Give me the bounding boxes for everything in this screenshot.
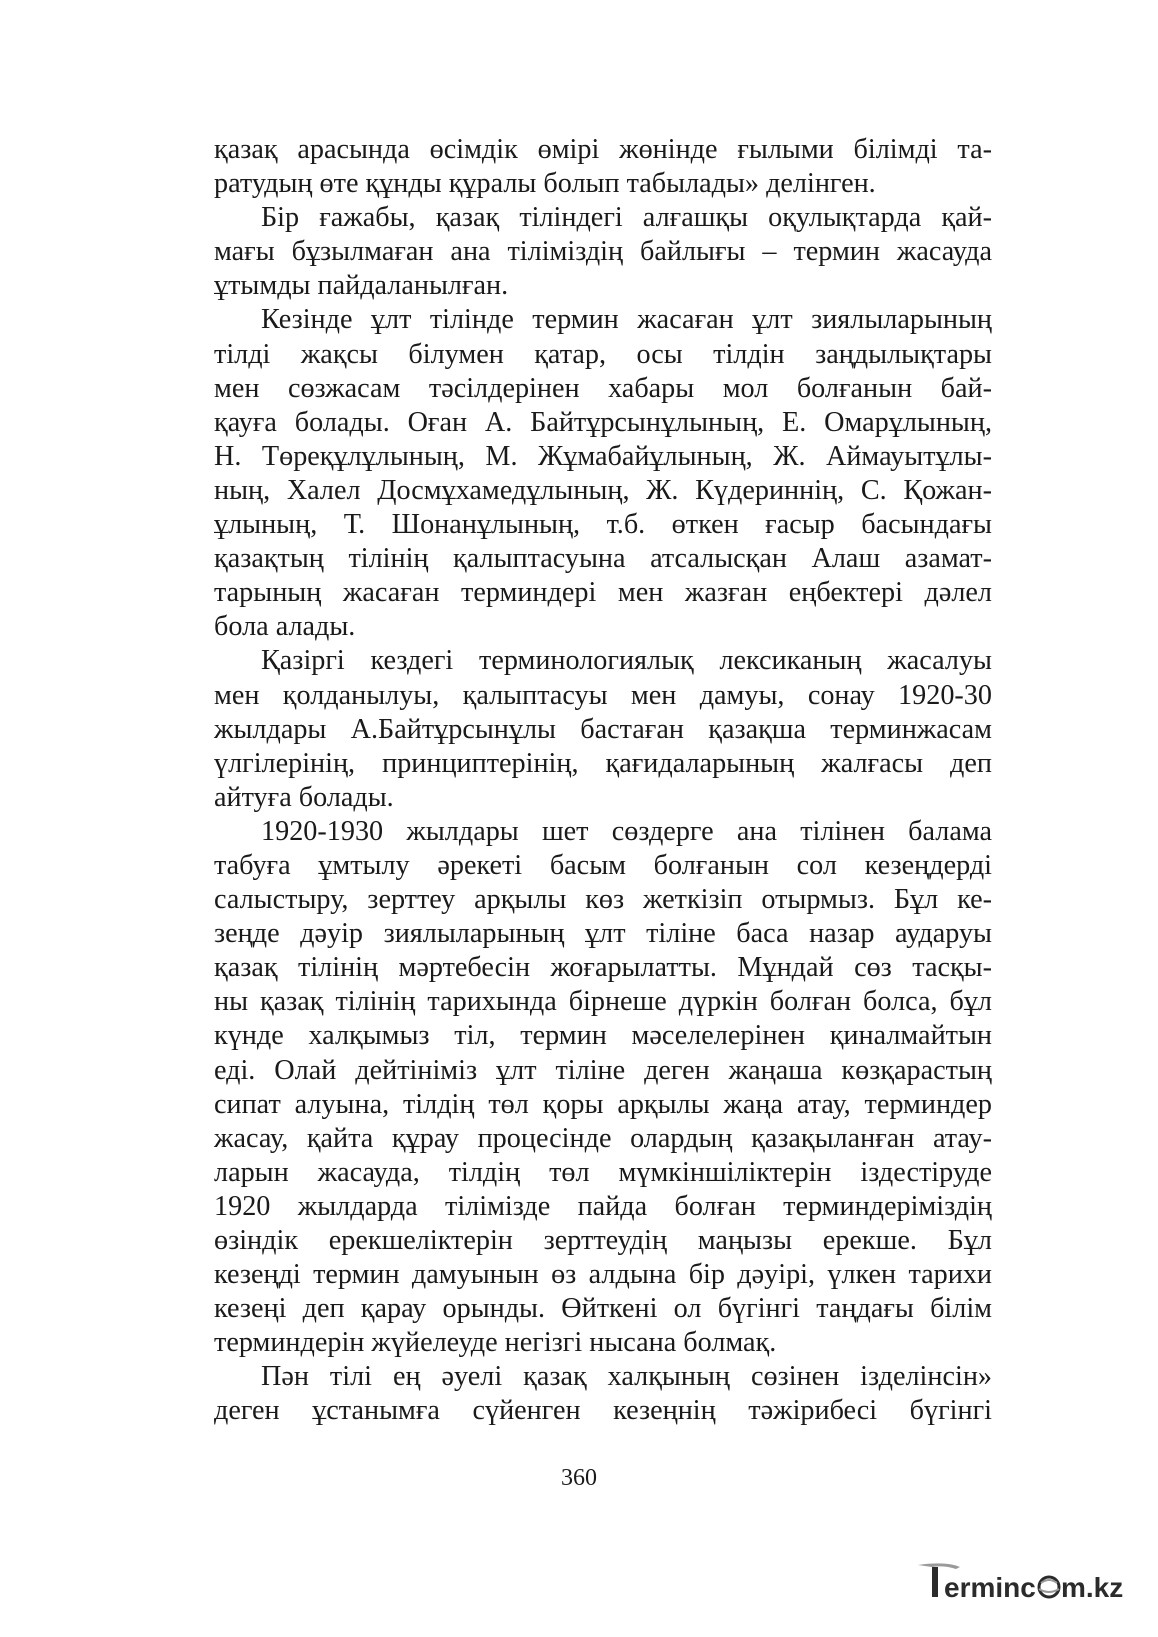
- text-line: табуға ұмтылу әрекеті басым болғанын сол кезеңдерді: [214, 849, 992, 881]
- paragraph: [214, 1360, 992, 1428]
- text-line: үлгілерінің, принциптерінің, қағидаларының жалғасы деп: [214, 747, 992, 779]
- text-line: сипат алуына, тілдің төл қоры арқылы жаңа атау, терминдер: [214, 1088, 992, 1120]
- text-line: мен сөзжасам тәсілдерінен хабары мол болғанын бай-: [214, 372, 992, 404]
- page-number: 360: [561, 1465, 597, 1491]
- text-line: тілді жақсы білумен қатар, осы тілдін заңдылықтары: [214, 338, 992, 370]
- document-body: [214, 133, 992, 1429]
- logo-globe-icon: [1039, 1577, 1059, 1597]
- text-line: терминдерін жүйелеуде негізгі нысана болмақ.: [214, 1327, 777, 1359]
- text-line: салыстыру, зерттеу арқылы көз жеткізіп отырмыз. Бұл ке-: [214, 884, 992, 916]
- text-line: ұлының, Т. Шонанұлының, т.б. өткен ғасыр басындағы: [214, 509, 992, 541]
- text-line: ның, Халел Досмұхамедұлының, Ж. Күдериннің, С. Қожан-: [214, 474, 992, 506]
- text-line: Н. Төреқұлұлының, М. Жұмабайұлының, Ж. Аймауытұлы-: [214, 440, 992, 472]
- text-line: ұтымды пайдаланылған.: [214, 270, 509, 302]
- text-line: ларын жасауда, тілдің төл мүмкіншіліктерін іздестіруде: [214, 1156, 992, 1188]
- text-line: кезеңі деп қарау орынды. Өйткені ол бүгінгі таңдағы білім: [214, 1293, 992, 1325]
- logo-text-erminc: erminc: [944, 1572, 1036, 1603]
- text-line: Пән тілі ең әуелі қазақ халқының сөзінен ізделінсін»: [261, 1361, 992, 1393]
- text-line: Бір ғажабы, қазақ тіліндегі алғашқы оқулықтарда қай-: [261, 202, 992, 234]
- text-line: тарының жасаған терминдері мен жазған еңбектері дәлел: [214, 577, 992, 609]
- text-line: кезеңді термин дамуынын өз алдына бір дәуірі, үлкен тарихи: [214, 1259, 992, 1291]
- text-line: Қазіргі кездегі терминологиялық лексиканың жасалуы: [261, 645, 992, 677]
- text-line: деген ұстанымға сүйенген кезеңнің тәжірибесі бүгінгі: [214, 1395, 992, 1427]
- paragraph: [214, 644, 992, 814]
- text-line: күнде халқымыз тіл, термин мәселелерінен қиналмайтын: [214, 1020, 992, 1052]
- text-line: ратудың өте құнды құралы болып табылады» делінген.: [214, 168, 876, 200]
- terminkom-logo: [916, 1559, 1136, 1609]
- text-line: зеңде дәуір зиялыларының ұлт тіліне баса назар аударуы: [214, 918, 992, 950]
- text-line: Кезінде ұлт тілінде термин жасаған ұлт зиялыларының: [261, 304, 992, 336]
- text-line: жасау, қайта құрау процесінде олардың қазақыланған атау-: [214, 1122, 992, 1154]
- text-line: мағы бұзылмаған ана тіліміздің байлығы – термин жасауда: [214, 236, 992, 268]
- logo-text-mkz: m.kz: [1061, 1572, 1124, 1603]
- paragraph: [214, 815, 992, 1361]
- text-line: 1920-1930 жылдары шет сөздерге ана тілінен балама: [261, 815, 992, 847]
- paragraph: [214, 303, 992, 644]
- text-line: мен қолданылуы, қалыптасуы мен дамуы, сонау 1920-30: [214, 679, 992, 711]
- paragraph: [214, 133, 992, 201]
- text-line: қазақтың тілінің қалыптасуына атсалысқан Алаш азамат-: [214, 543, 992, 575]
- text-line: ны қазақ тілінің тарихында бірнеше дүркін болған болса, бұл: [214, 986, 992, 1018]
- text-line: бола алады.: [214, 611, 356, 643]
- text-line: қауға болады. Оған А. Байтұрсынұлының, Е. Омарұлының,: [214, 406, 992, 438]
- text-line: айтуға болады.: [214, 781, 394, 813]
- text-line: қазақ тілінің мәртебесін жоғарылатты. Мұндай сөз тасқы-: [214, 952, 992, 984]
- text-line: қазақ арасында өсімдік өмірі жөнінде ғылыми білімді та-: [214, 134, 992, 165]
- paragraph: [214, 201, 992, 303]
- text-line: жылдары А.Байтұрсынұлы бастаған қазақша терминжасам: [214, 713, 992, 745]
- text-line: өзіндік ерекшеліктерін зерттеудің маңызы ерекше. Бұл: [214, 1225, 992, 1256]
- text-line: 1920 жылдарда тілімізде пайда болған терминдеріміздің: [214, 1190, 992, 1222]
- text-line: еді. Олай дейтініміз ұлт тіліне деген жаңаша көзқарастың: [214, 1054, 992, 1086]
